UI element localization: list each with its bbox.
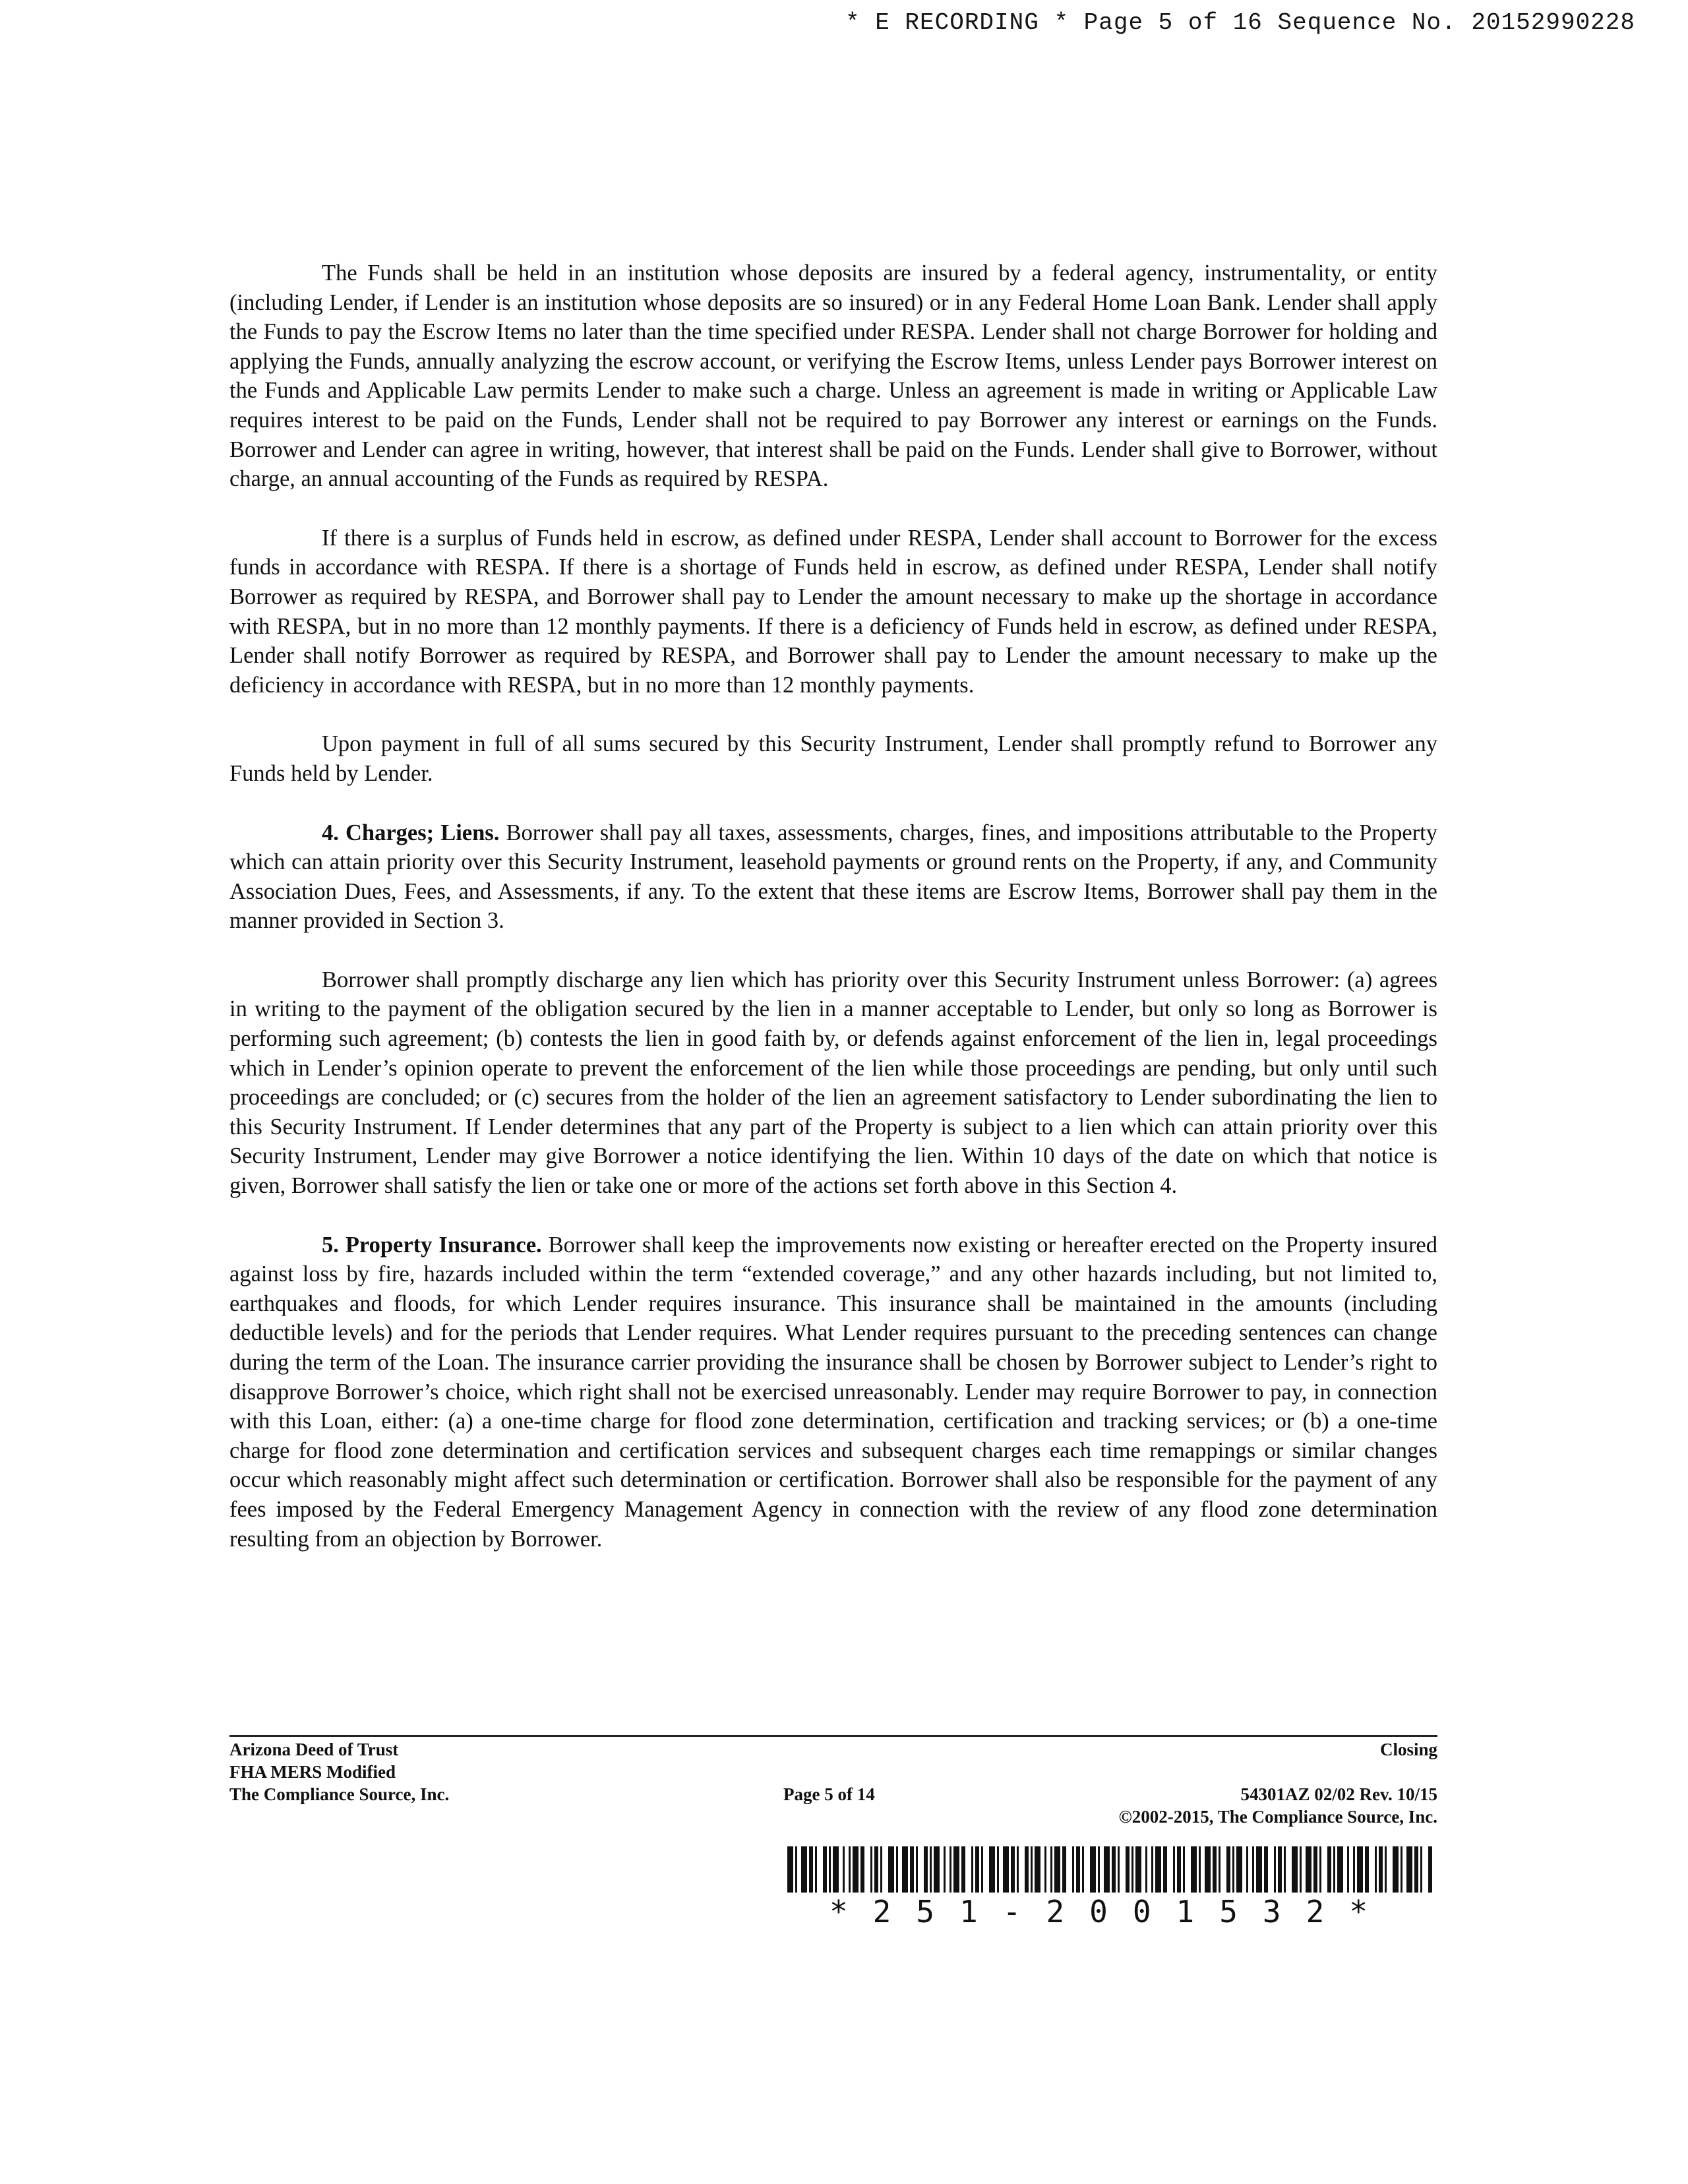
barcode-bar bbox=[880, 1846, 882, 1893]
footer-publisher: The Compliance Source, Inc. bbox=[229, 1784, 450, 1804]
recording-header: * E RECORDING * Page 5 of 16 Sequence No. 20152990228 bbox=[845, 9, 1635, 36]
barcode-bar bbox=[1050, 1846, 1052, 1893]
barcode-bar bbox=[801, 1846, 807, 1893]
barcode-bar bbox=[1365, 1846, 1369, 1893]
barcode-bar bbox=[1226, 1846, 1230, 1893]
barcode-bar bbox=[1353, 1846, 1355, 1893]
barcode-bar bbox=[997, 1846, 999, 1893]
paragraph-property-insurance bbox=[229, 1230, 1437, 1554]
section-heading-charges-liens: 4. Charges; Liens. bbox=[322, 820, 500, 845]
barcode-bar bbox=[1163, 1846, 1167, 1893]
barcode-bar bbox=[1256, 1846, 1262, 1893]
barcode-bar bbox=[1104, 1846, 1110, 1893]
barcode-bar bbox=[1131, 1846, 1133, 1893]
barcode-bar bbox=[815, 1846, 817, 1893]
footer-left bbox=[229, 1738, 449, 1805]
barcode-bar bbox=[1205, 1846, 1211, 1893]
barcode-bar bbox=[1379, 1846, 1383, 1893]
barcode-bar bbox=[1017, 1846, 1019, 1893]
barcode-bar bbox=[1278, 1846, 1282, 1893]
barcode-bar bbox=[1199, 1846, 1201, 1893]
barcode-bar bbox=[1414, 1846, 1418, 1893]
footer-closing-label: Closing bbox=[1379, 1740, 1437, 1759]
barcode-bar bbox=[934, 1846, 940, 1893]
barcode-bar bbox=[1300, 1846, 1302, 1893]
barcode-bar bbox=[1264, 1846, 1268, 1893]
barcode-bar bbox=[981, 1846, 983, 1893]
paragraph-text: Borrower shall pay all taxes, assessments, charges, fines, and impositions attributable to the Property which can attain priority over this Security Instrument, leasehold payments or ground rents on the Property, if any, and Community Association Dues, Fees, and Assessments, if any. To the extent that these items are Escrow Items, Borrower shall pay them in the manner provided in Section 3. bbox=[229, 820, 1437, 934]
barcode-bar bbox=[1044, 1846, 1046, 1893]
barcode-bar bbox=[1219, 1846, 1221, 1893]
barcode-bar bbox=[1191, 1846, 1197, 1893]
paragraph-text: Borrower shall promptly discharge any lien which has priority over this Security Instrument unless Borrower: (a) agrees in writing to the payment of the obligation secured by the lien in a manner acceptable to Lender, but only so long as Borrower is performing such agreement; (b) contests the lien in good faith by, or defends against enforcement of the lien in, legal proceedings which in Lender’s opinion operate to prevent the enforcement of the lien while those proceedings are pending, but only until such proceedings are concluded; or (c) secures from the holder of the lien an agreement satisfactory to Lender subordinating the lien to this Security Instrument. If Lender determines that any part of the Property is subject to a lien which can attain priority over this Security Instrument, Lender may give Borrower a notice identifying the lien. Within 10 days of the date on which that notice is given, Borrower shall satisfy the lien or take one or more of the actions set forth above in this Section 4. bbox=[229, 967, 1437, 1199]
paragraph-text: Borrower shall keep the improvements now existing or hereafter erected on the Property insured against loss by fire, hazards included within the term “extended coverage,” and any other hazards including, but not limited to, earthquakes and floods, for which Lender requires insurance. This insurance shall be maintained in the amounts (including deductible levels) and for the periods that Lender requires. What Lender requires pursuant to the preceding sentences can change during the term of the Loan. The insurance carrier providing the insurance shall be chosen by Borrower subject to Lender’s right to disapprove Borrower’s choice, which right shall not be exercised unreasonably. Lender may require Borrower to pay, in connection with this Loan, either: (a) a one-time charge for flood zone determination, certification and tracking services; or (b) a one-time charge for flood zone determination and certification services and subsequent charges each time remappings or similar changes occur which reasonably might affect such determination or certification. Borrower shall also be responsible for the payment of any fees imposed by the Federal Emergency Management Agency in connection with the review of any flood zone determination resulting from an objection by Borrower. bbox=[229, 1232, 1437, 1552]
footer-copyright: ©2002-2015, The Compliance Source, Inc. bbox=[1118, 1807, 1437, 1827]
barcode-bar bbox=[853, 1846, 859, 1893]
barcode-bar bbox=[1274, 1846, 1276, 1893]
paragraph-text: If there is a surplus of Funds held in escrow, as defined under RESPA, Lender shall account to Borrower for the excess funds in accordance with RESPA. If there is a shortage of Funds held in escrow, as defined under RESPA, Lender shall notify Borrower as required by RESPA, and Borrower shall pay to Lender the amount necessary to make up the shortage in accordance with RESPA, but in no more than 12 monthly payments. If there is a deficiency of Funds held in escrow, as defined under RESPA, Lender shall notify Borrower as required by RESPA, and Borrower shall pay to Lender the amount necessary to make up the deficiency in accordance with RESPA, but in no more than 12 monthly payments. bbox=[229, 525, 1437, 698]
barcode-bar bbox=[1319, 1846, 1321, 1893]
paragraph-charges-liens bbox=[229, 818, 1437, 936]
barcode-bar bbox=[1213, 1846, 1217, 1893]
barcode-bar bbox=[1025, 1846, 1029, 1893]
barcode-bar bbox=[1112, 1846, 1116, 1893]
barcode-bar bbox=[795, 1846, 797, 1893]
barcode-bar bbox=[916, 1846, 918, 1893]
barcode-bar bbox=[1003, 1846, 1009, 1893]
barcode-bar bbox=[1357, 1846, 1363, 1893]
barcode-bar bbox=[950, 1846, 951, 1893]
barcode-bar bbox=[809, 1846, 813, 1893]
barcode-bar bbox=[833, 1846, 839, 1893]
barcode-bar bbox=[1236, 1846, 1242, 1893]
barcode-bars bbox=[785, 1846, 1437, 1893]
barcode-bar bbox=[1118, 1846, 1120, 1893]
section-heading-property-insurance: 5. Property Insurance. bbox=[322, 1232, 542, 1258]
barcode-bar bbox=[1072, 1846, 1074, 1893]
page-footer bbox=[229, 1738, 1437, 1827]
barcode-bar bbox=[1090, 1846, 1096, 1893]
barcode-bar bbox=[1155, 1846, 1161, 1893]
paragraph-refund bbox=[229, 729, 1437, 788]
barcode-bar bbox=[823, 1846, 827, 1893]
barcode-number: *251-2001532* bbox=[829, 1894, 1393, 1929]
barcode-bar bbox=[961, 1846, 965, 1893]
barcode-bar bbox=[902, 1846, 908, 1893]
footer-divider bbox=[229, 1735, 1437, 1737]
barcode-bar bbox=[1135, 1846, 1141, 1893]
barcode-bar bbox=[1313, 1846, 1317, 1893]
barcode-bar bbox=[843, 1846, 845, 1893]
barcode-bar bbox=[989, 1846, 995, 1893]
barcode-bar bbox=[1246, 1846, 1248, 1893]
paragraph-discharge-lien bbox=[229, 965, 1437, 1201]
document-body bbox=[229, 258, 1437, 1583]
footer-form-number: 54301AZ 02/02 Rev. 10/15 bbox=[1240, 1784, 1437, 1804]
barcode-bar bbox=[924, 1846, 928, 1893]
paragraph-funds-held bbox=[229, 258, 1437, 494]
barcode-bar bbox=[1292, 1846, 1298, 1893]
footer-doc-title: Arizona Deed of Trust bbox=[229, 1740, 399, 1759]
barcode-bar bbox=[1284, 1846, 1286, 1893]
barcode-bar bbox=[1035, 1846, 1040, 1893]
barcode-bar bbox=[1151, 1846, 1153, 1893]
barcode-bar bbox=[1082, 1846, 1084, 1893]
paragraph-text: Upon payment in full of all sums secured by this Security Instrument, Lender shall promptly refund to Borrower any Funds held by Lender. bbox=[229, 731, 1437, 786]
barcode-bar bbox=[1062, 1846, 1066, 1893]
barcode-bar bbox=[944, 1846, 946, 1893]
barcode-bar bbox=[1393, 1846, 1399, 1893]
barcode-bar bbox=[874, 1846, 878, 1893]
barcode-bar bbox=[1098, 1846, 1100, 1893]
footer-right bbox=[1119, 1738, 1437, 1828]
barcode-bar bbox=[1333, 1846, 1335, 1893]
paragraph-surplus bbox=[229, 524, 1437, 700]
barcode-bar bbox=[1428, 1846, 1432, 1893]
footer-page-number: Page 5 of 14 bbox=[783, 1784, 875, 1804]
barcode-bar bbox=[1337, 1846, 1343, 1893]
barcode-bar bbox=[1385, 1846, 1387, 1893]
barcode-bar bbox=[1126, 1846, 1130, 1893]
barcode-bar bbox=[975, 1846, 979, 1893]
barcode-bar bbox=[1011, 1846, 1015, 1893]
barcode-bar bbox=[1306, 1846, 1311, 1893]
barcode-bar bbox=[1145, 1846, 1147, 1893]
barcode-bar bbox=[1375, 1846, 1377, 1893]
barcode-bar bbox=[829, 1846, 831, 1893]
barcode-bar bbox=[1183, 1846, 1185, 1893]
barcode-bar bbox=[1173, 1846, 1175, 1893]
barcode-bar bbox=[1232, 1846, 1234, 1893]
barcode-bar bbox=[1347, 1846, 1349, 1893]
barcode-bar bbox=[1327, 1846, 1331, 1893]
barcode-bar bbox=[888, 1846, 894, 1893]
barcode-bar bbox=[953, 1846, 959, 1893]
barcode-bar bbox=[971, 1846, 973, 1893]
barcode-bar bbox=[910, 1846, 914, 1893]
barcode-bar bbox=[1406, 1846, 1412, 1893]
barcode-bar bbox=[1177, 1846, 1181, 1893]
footer-doc-variant: FHA MERS Modified bbox=[229, 1762, 396, 1782]
barcode-bar bbox=[1252, 1846, 1254, 1893]
barcode-bar bbox=[860, 1846, 864, 1893]
barcode-bar bbox=[1054, 1846, 1060, 1893]
barcode-bar bbox=[1401, 1846, 1402, 1893]
paragraph-text: The Funds shall be held in an institution whose deposits are insured by a federal agency, instrumentality, or entity (including Lender, if Lender is an institution whose deposits are so insured) or in any Federal Home Loan Bank. Lender shall apply the Funds to pay the Escrow Items no later than the time specified under RESPA. Lender shall not charge Borrower for holding and applying the Funds, annually analyzing the escrow account, or verifying the Escrow Items, unless Lender pays Borrower interest on the Funds and Applicable Law permits Lender to make such a charge. Unless an agreement is made in writing or Applicable Law requires interest to be paid on the Funds, Lender shall not be required to pay Borrower any interest or earnings on the Funds. Borrower and Lender can agree in writing, however, that interest shall be paid on the Funds. Lender shall give to Borrower, without charge, an annual accounting of the Funds as required by RESPA. bbox=[229, 260, 1437, 492]
barcode-bar bbox=[1076, 1846, 1080, 1893]
barcode-bar bbox=[930, 1846, 932, 1893]
barcode-bar bbox=[1031, 1846, 1033, 1893]
barcode-bar bbox=[1420, 1846, 1422, 1893]
footer-spacer bbox=[1119, 1761, 1437, 1783]
barcode-bar bbox=[787, 1846, 793, 1893]
barcode-bar bbox=[870, 1846, 872, 1893]
barcode-bar bbox=[896, 1846, 898, 1893]
barcode-bar bbox=[849, 1846, 851, 1893]
